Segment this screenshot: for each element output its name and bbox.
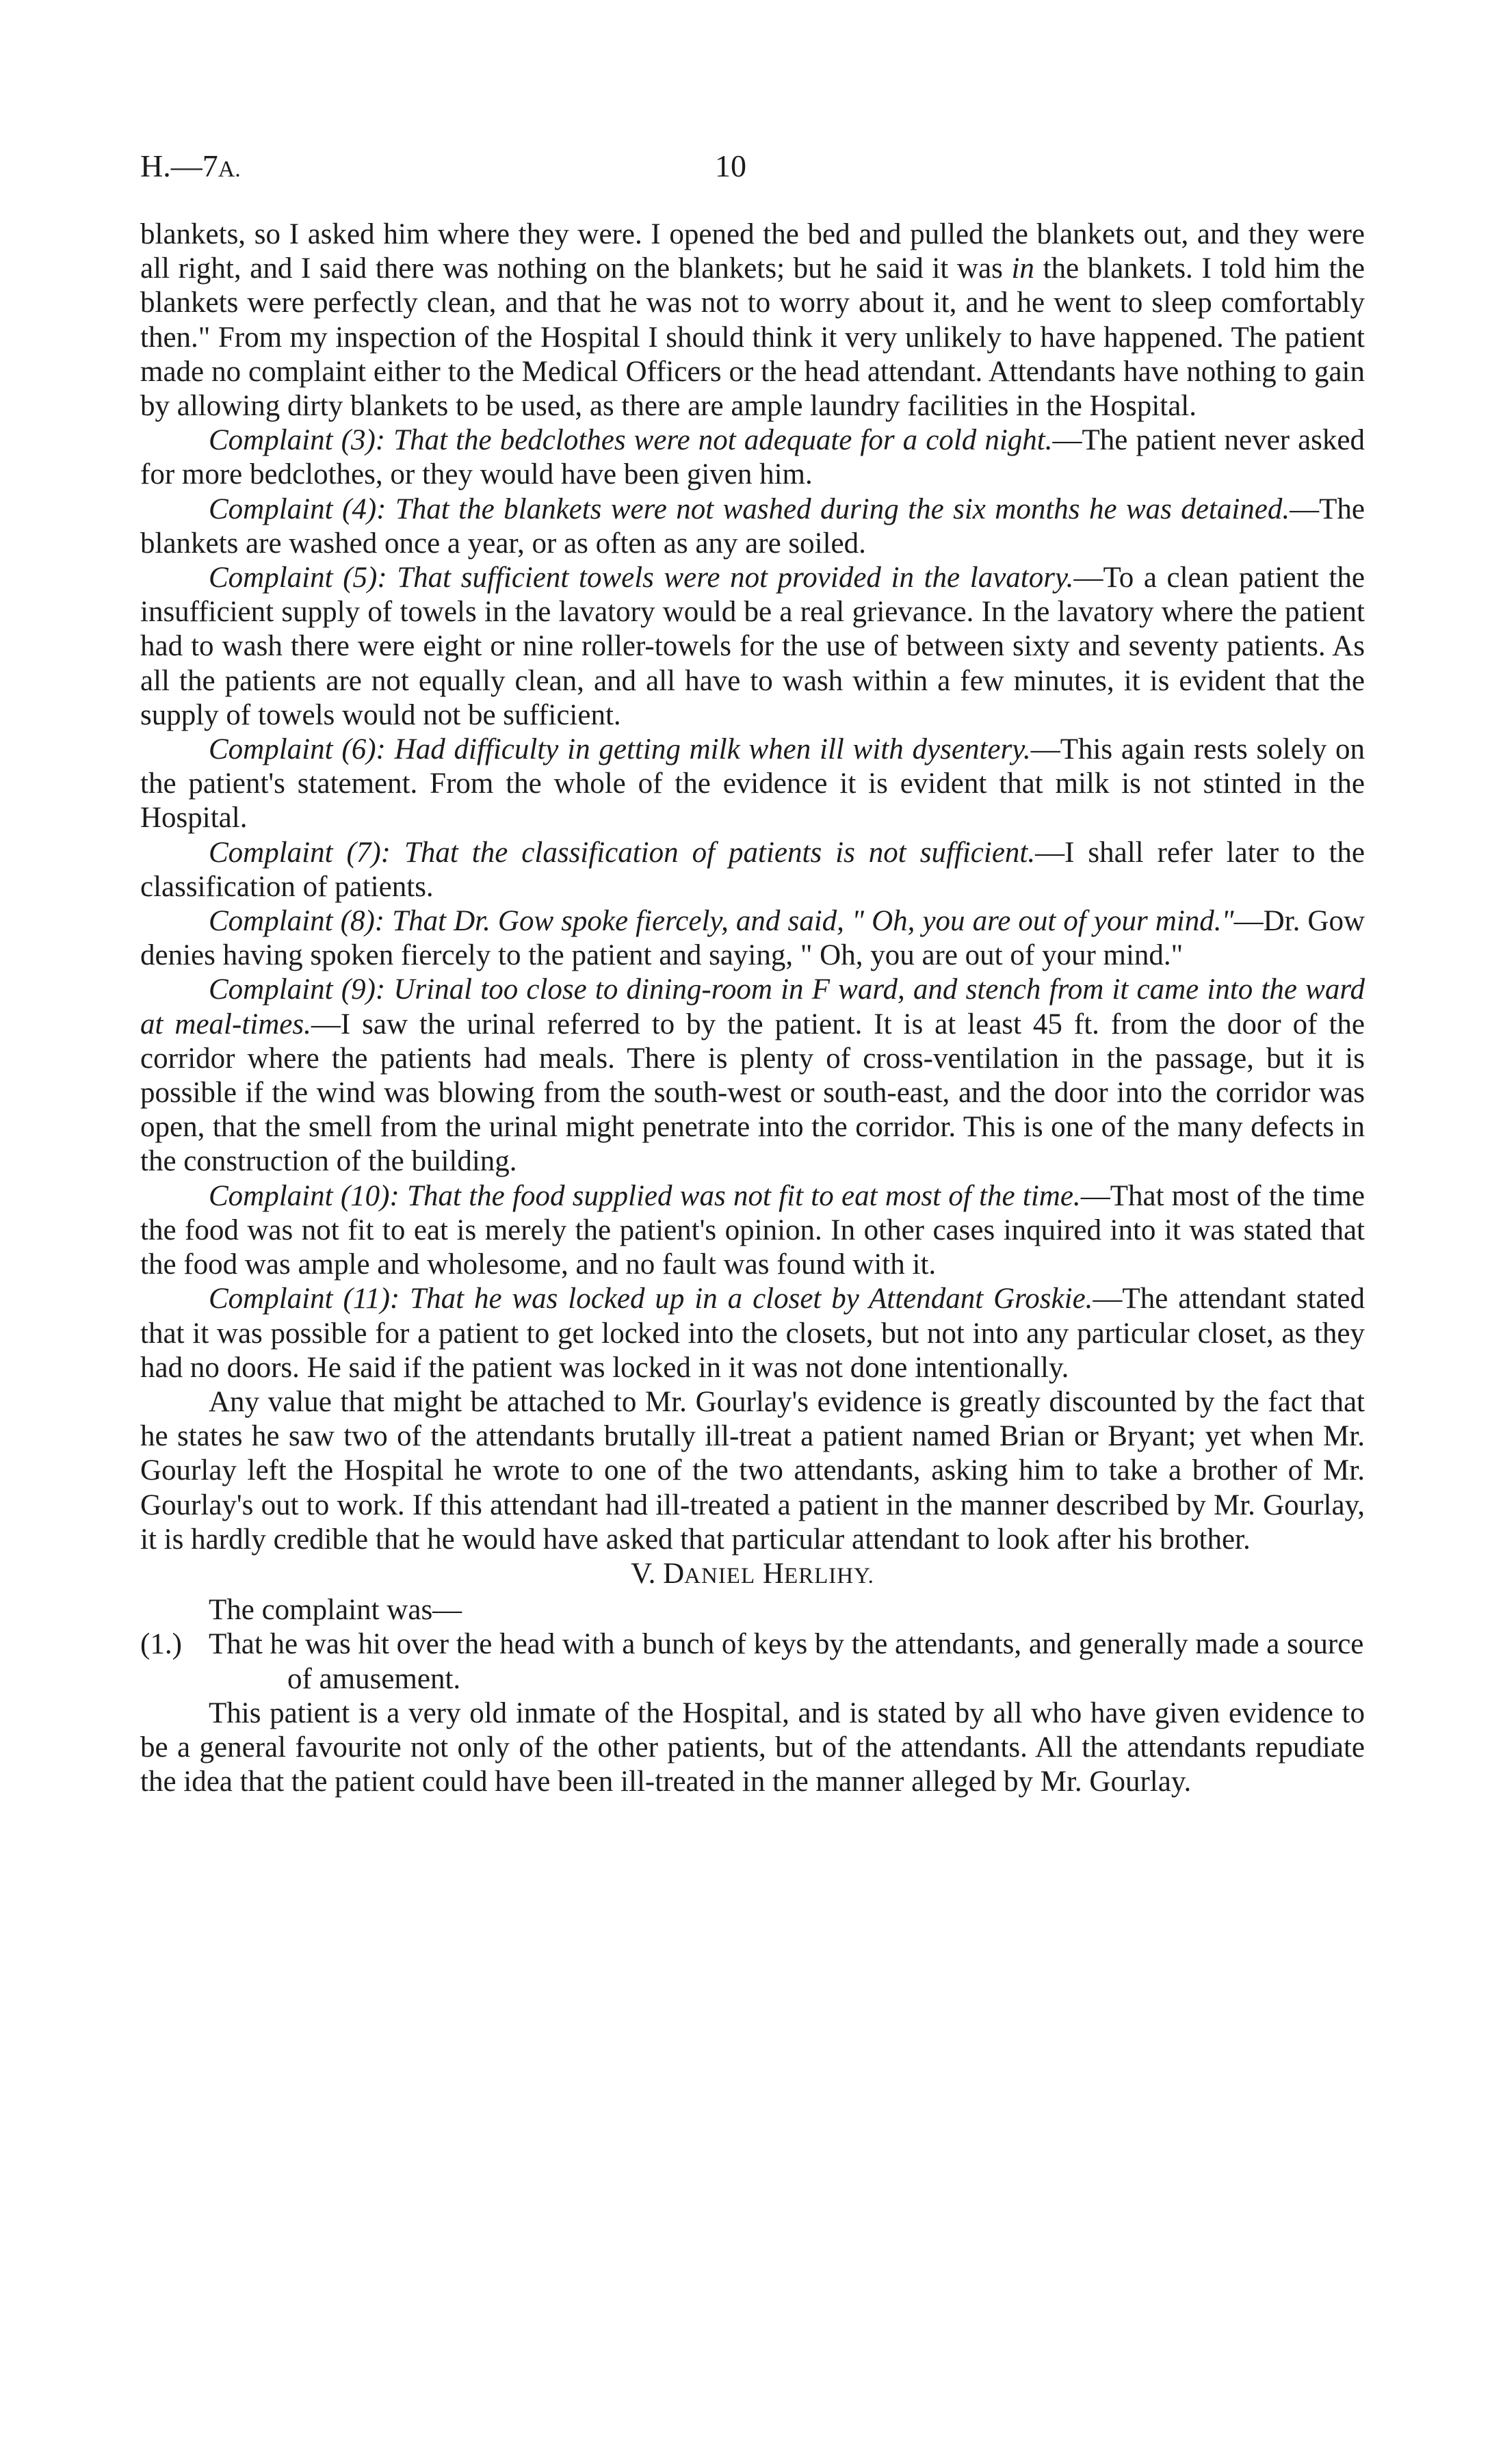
page-header xyxy=(140,149,1372,190)
doc-ref-prefix: H.—7 xyxy=(140,148,218,183)
name-smallcaps: ANIEL xyxy=(684,1563,756,1588)
name-initial: D xyxy=(663,1557,685,1590)
complaint-heading: Complaint (4): That the blankets were not washed during the six months he was detained. xyxy=(209,493,1290,525)
complaint-heading: Complaint (6): Had difficulty in getting milk when ill with dysentery. xyxy=(209,733,1031,766)
name-initial: H xyxy=(762,1557,784,1590)
complaint-response: —That most of the time the food was not fit to eat is merely the patient's opinion. In other cases inquired into it was stated that the food was ample and wholesome, and no fault was found with it. xyxy=(140,1179,1365,1281)
complaint-4 xyxy=(140,493,1365,561)
complaint-response: —This again rests solely on the patient's statement. From the whole of the evidence it is evident that milk is not stinted in the Hospital. xyxy=(140,733,1365,835)
complaint-response: —To a clean patient the insufficient supply of towels in the lavatory would be a real grievance. In the lavatory where the patient had to wash there were eight or nine roller-towels for the use of between sixty and seventy patients. As all the patients are not equally clean, and all have to wash within a few minutes, it is evident that the supply of towels would not be sufficient. xyxy=(140,562,1365,731)
complaint-response: —I saw the urinal referred to by the patient. It is at least 45 ft. from the door of the corridor where the patients had meals. There is plenty of cross-ventilation in the passage, but it is possible if the wind was blowing from the south-west or south-east, and the door into the corridor was open, that the smell from the urinal might penetrate into the corridor. This is one of the many defects in the construction of the building. xyxy=(140,1008,1365,1178)
section-numeral: V. xyxy=(631,1557,656,1590)
complaint-9 xyxy=(140,973,1365,1179)
complaint-heading: Complaint (11): That he was locked up in a closet by Attendant Groskie. xyxy=(209,1283,1093,1315)
complaint-response: —The patient never asked for more bedclothes, or they would have been given him. xyxy=(140,424,1365,491)
list-text: That he was hit over the head with a bunch of keys by the attendants, and generally made a source of amusement. xyxy=(209,1628,1364,1695)
complaint-6 xyxy=(140,733,1365,836)
page-number: 10 xyxy=(715,148,746,183)
body-text xyxy=(140,218,1365,1799)
complaint-response: —Dr. Gow denies having spoken fiercely to the patient and saying, " Oh, you are out of your mind." xyxy=(140,905,1365,972)
name-smallcaps: ERLIHY. xyxy=(783,1563,874,1588)
complaint-5 xyxy=(140,561,1365,733)
complaint-10 xyxy=(140,1179,1365,1283)
text-run-italic: in xyxy=(1011,252,1034,285)
complaint-3 xyxy=(140,423,1365,492)
text-run: blankets, so I asked him where they were. I opened the bed and pulled the blankets out, and they were all right, and I said there was nothing on the blankets; but he said it was xyxy=(140,218,1365,285)
paragraph-gourlay-evidence: Any value that might be attached to Mr. Gourlay's evidence is greatly discounted by the fact that he states he saw two of the attendants brutally ill-treat a patient named Brian or Bryant; yet when Mr. Gourlay left the Hospital he wrote to one of the two attendants, asking him to take a brother of Mr. Gourlay's out to work. If this attendant had ill-treated a patient in the manner described by Mr. Gourlay, it is hardly credible that he would have asked that particular attendant to look after his brother. xyxy=(140,1385,1365,1556)
doc-ref-suffix: A. xyxy=(218,157,241,182)
complaint-8 xyxy=(140,904,1365,973)
complaint-7 xyxy=(140,836,1365,904)
text-run: the blankets. I told him the blankets were perfectly clean, and that he was not to worry about it, and he went to sleep comfortably then." From my inspection of the Hospital I should think it very unlikely to have happened. The patient made no complaint either to the Medical Officers or the head attendant. Attendants have nothing to gain by allowing dirty blankets to be used, as there are ample laundry facilities in the Hospital. xyxy=(140,252,1365,423)
section-heading xyxy=(140,1557,1365,1593)
complaint-heading: Complaint (5): That sufficient towels were not provided in the lavatory. xyxy=(209,562,1074,594)
complaint-list-item xyxy=(140,1627,1365,1696)
paragraph-closing: This patient is a very old inmate of the Hospital, and is stated by all who have given evidence to be a general favourite not only of the other patients, but of the attendants. All the attendants repudiate the idea that the patient could have been ill-treated in the manner alleged by Mr. Gourlay. xyxy=(140,1696,1365,1798)
paragraph-blankets xyxy=(140,218,1365,423)
complaint-intro: The complaint was— xyxy=(209,1594,462,1627)
list-number: (1.) xyxy=(140,1628,182,1661)
complaint-response: —I shall refer later to the classification of patients. xyxy=(140,836,1365,903)
complaint-heading: Complaint (3): That the bedclothes were not adequate for a cold night. xyxy=(209,424,1053,457)
complaint-heading: Complaint (7): That the classification of patients is not sufficient. xyxy=(209,836,1036,869)
complaint-response: —The blankets are washed once a year, or as often as any are soiled. xyxy=(140,493,1365,560)
document-reference xyxy=(140,149,241,187)
complaint-heading: Complaint (8): That Dr. Gow spoke fiercely, and said, " Oh, you are out of your mind." xyxy=(209,905,1234,938)
complaint-heading: Complaint (10): That the food supplied was not fit to eat most of the time. xyxy=(209,1179,1081,1212)
complaint-response: —The attendant stated that it was possible for a patient to get locked into the closets, but not into any particular closet, as they had no doors. He said if the patient was locked in it was not done intentionally. xyxy=(140,1283,1365,1384)
complaint-11 xyxy=(140,1282,1365,1385)
complaint-heading: Complaint (9): Urinal too close to dining-room in F ward, and stench from it came into the ward at meal-times. xyxy=(140,973,1365,1040)
